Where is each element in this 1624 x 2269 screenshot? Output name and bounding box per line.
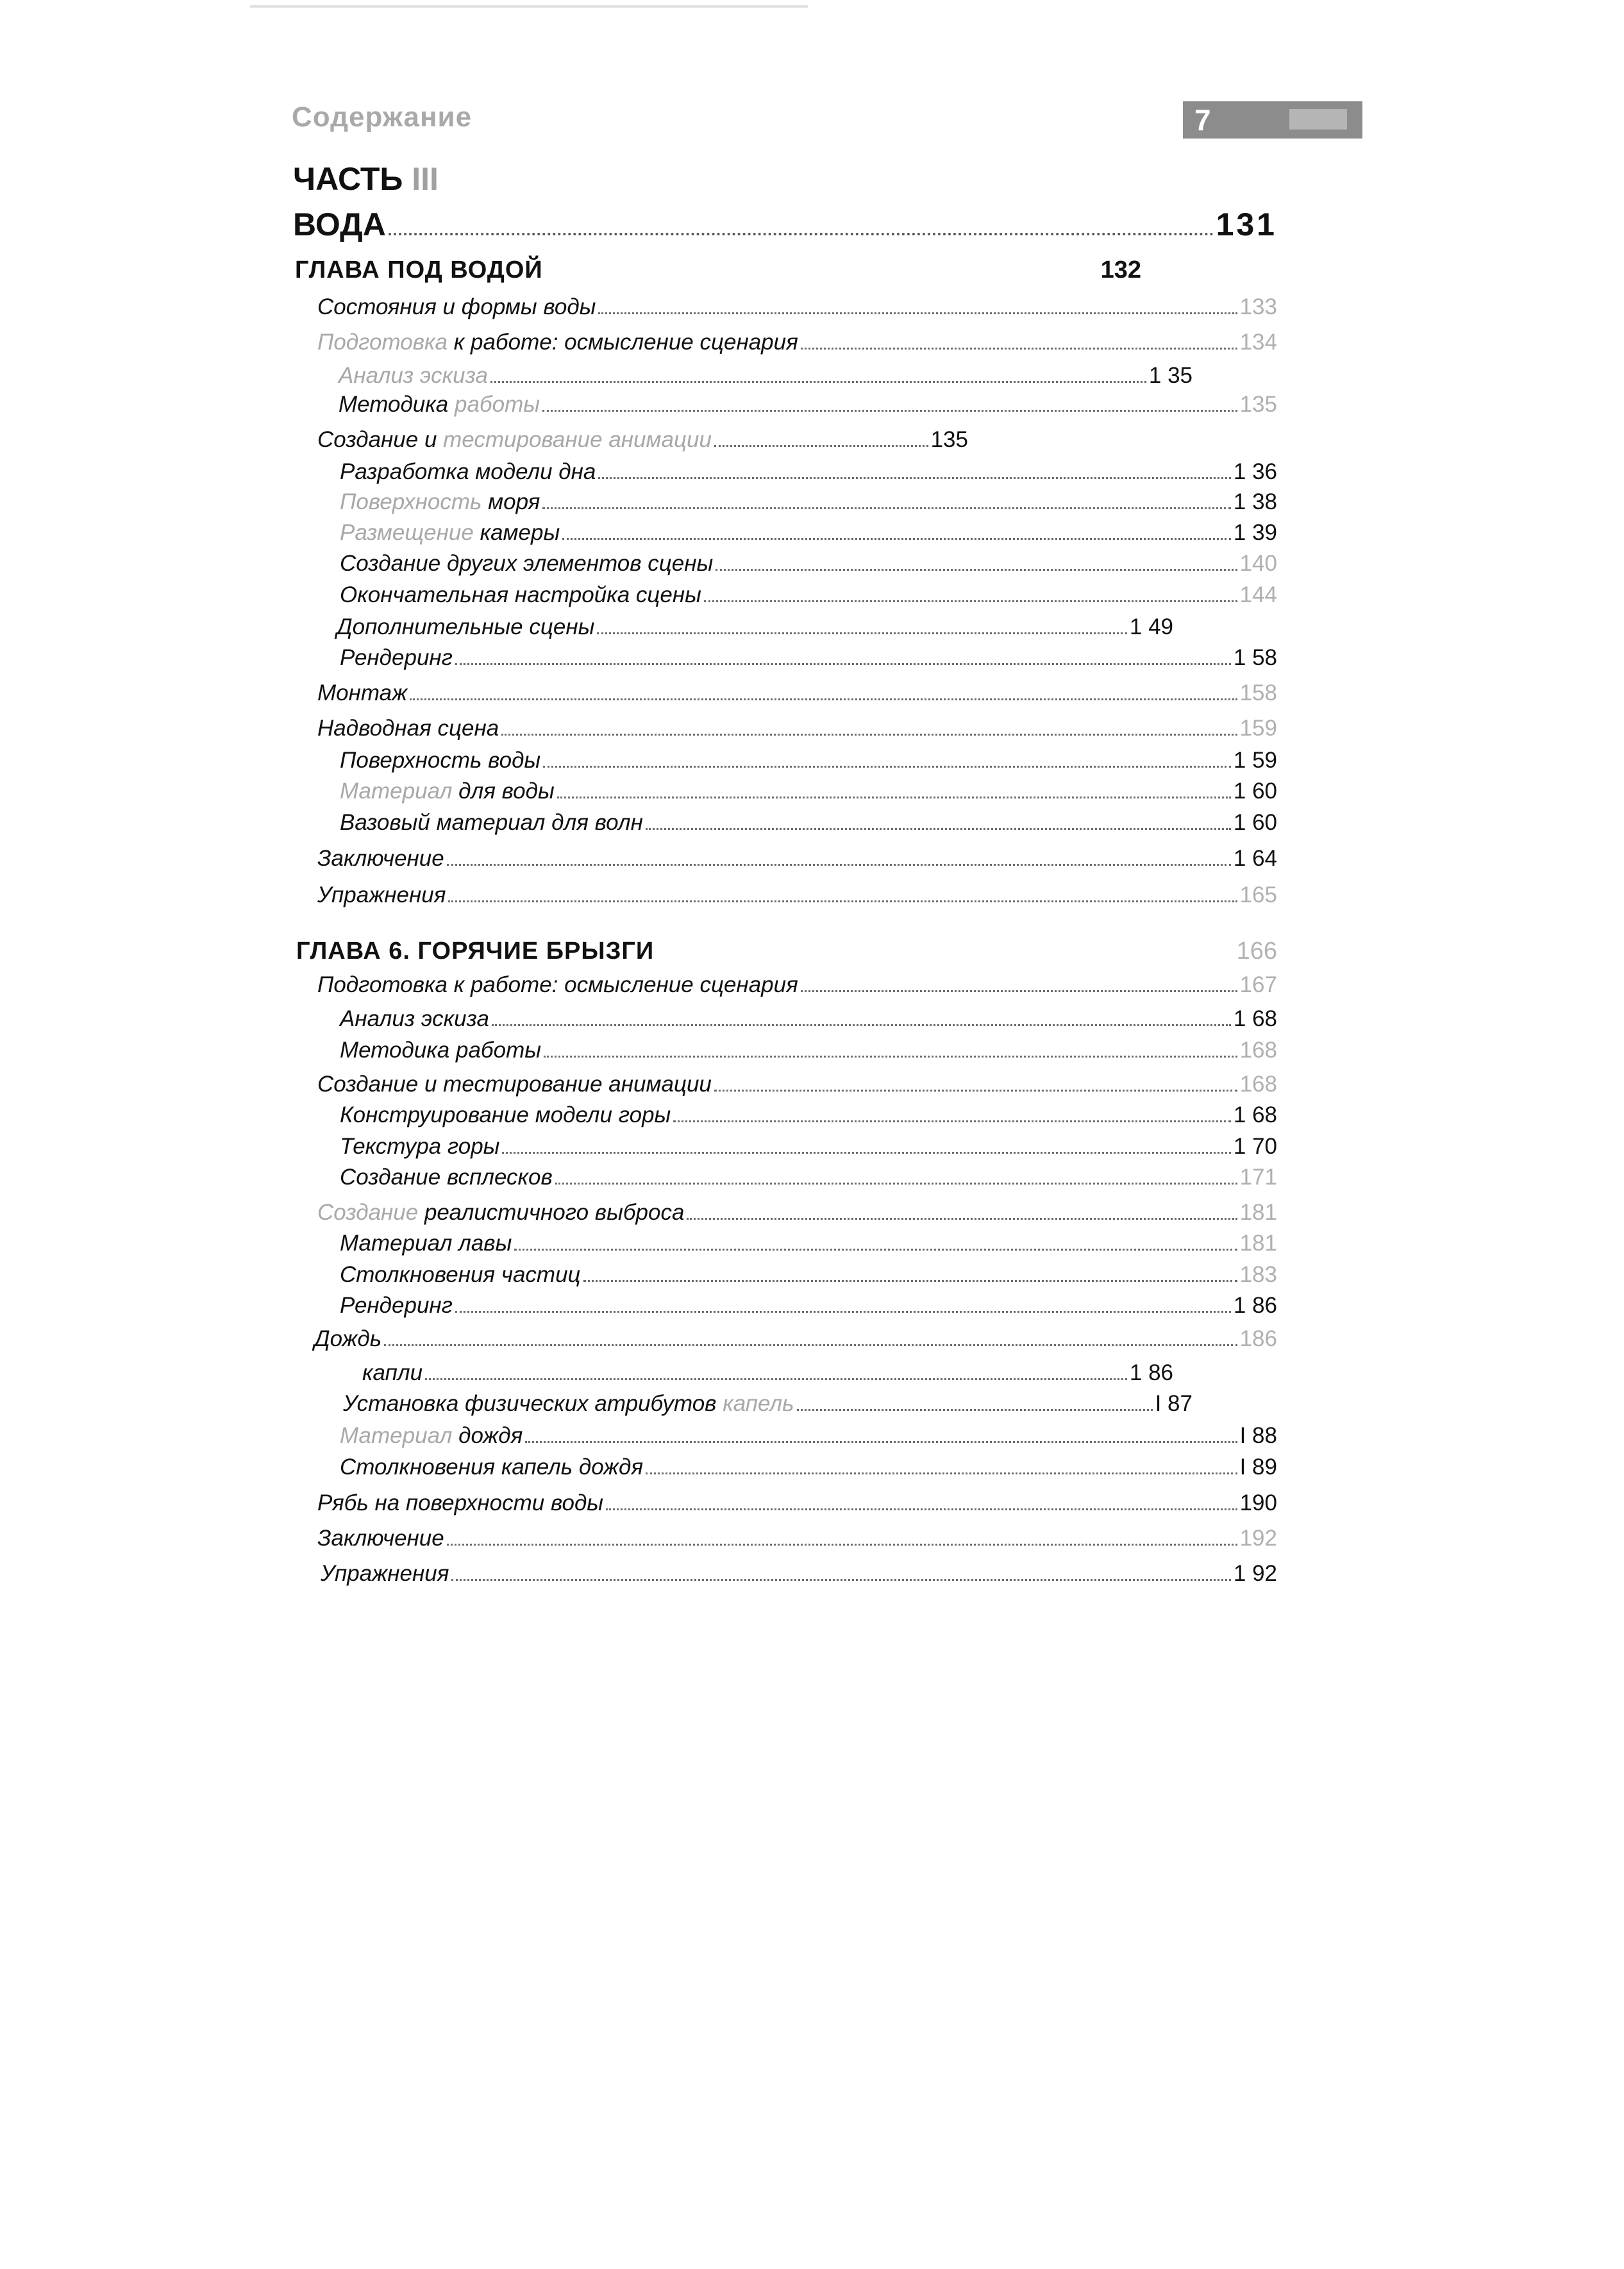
dot-leader <box>542 410 1237 412</box>
toc-entry-page: 1 60 <box>1233 779 1277 804</box>
dot-leader <box>797 1409 1153 1411</box>
toc-entry-text: к работе: осмысление сценария <box>453 330 798 355</box>
toc-entry-title <box>340 1102 671 1128</box>
toc-entry-page: 168 <box>1239 1072 1277 1097</box>
toc-entry-page: 1 38 <box>1233 489 1277 514</box>
toc-entry-page: 168 <box>1239 1038 1277 1063</box>
section-title: Содержание <box>292 101 473 133</box>
toc-entry-title <box>340 1423 523 1449</box>
dot-leader <box>525 1441 1237 1443</box>
toc-entry-text: Рендеринг <box>340 1293 453 1318</box>
toc-entry-text: Создание других элементов сцены <box>340 551 714 576</box>
dot-leader <box>801 990 1237 992</box>
dot-leader <box>714 1090 1237 1092</box>
toc-entry-page: 165 <box>1239 882 1277 907</box>
part-numeral: III <box>412 161 439 197</box>
toc-entry-title <box>317 1526 444 1551</box>
toc-entry-text: Столкновения капель дождя <box>340 1455 644 1480</box>
dot-leader <box>714 445 928 447</box>
chapter-page: 166 <box>1236 938 1277 965</box>
toc-entry-text: Анализ эскиза <box>340 1006 489 1031</box>
toc-entry[interactable] <box>317 1068 1277 1097</box>
toc-entry-page: 1 86 <box>1129 1360 1173 1385</box>
toc-entry-title <box>362 1360 423 1386</box>
toc-entry-title <box>340 748 540 773</box>
toc-entry-title <box>317 882 446 908</box>
toc-entry-text: Подготовка к работе: осмысление сценария <box>317 972 798 997</box>
toc-entry[interactable] <box>314 1322 1277 1352</box>
dot-leader <box>704 600 1237 602</box>
toc-entry[interactable] <box>340 1099 1277 1128</box>
page-header <box>292 96 1362 141</box>
dot-leader <box>543 766 1231 768</box>
chapter-heading[interactable] <box>295 252 1141 284</box>
toc-entry-title <box>343 1391 794 1417</box>
toc-entry-text: дождя <box>458 1423 523 1448</box>
toc-entry[interactable] <box>340 1227 1277 1256</box>
toc-entry-title <box>317 846 444 872</box>
toc-entry-text: Рябь на поверхности воды <box>317 1490 604 1515</box>
toc-entry-page: 1 68 <box>1233 1102 1277 1127</box>
dot-leader <box>384 1344 1237 1346</box>
toc-entry-page: 1 92 <box>1233 1561 1277 1586</box>
toc-entry-title <box>340 1293 453 1319</box>
toc-entry-text: Монтаж <box>317 680 408 705</box>
chapter-title: ГЛАВА 6. ГОРЯЧИЕ БРЫЗГИ <box>296 938 655 965</box>
dot-leader <box>606 1508 1237 1510</box>
toc-entry-text: для воды <box>458 779 555 804</box>
toc-entry-text: Заключение <box>317 1526 444 1551</box>
toc-entry[interactable] <box>340 775 1277 804</box>
toc-entry-page: 1 86 <box>1233 1293 1277 1318</box>
toc-entry-page: 140 <box>1239 551 1277 576</box>
chapter-page: 132 <box>1100 257 1141 283</box>
part-label <box>293 160 439 198</box>
toc-entry-text: камеры <box>480 520 560 545</box>
toc-entry[interactable] <box>317 677 1277 706</box>
toc-entry[interactable] <box>339 388 1277 418</box>
toc-entry-text: Конструирование модели горы <box>340 1102 671 1127</box>
chapter-title: ГЛАВА ПОД ВОДОЙ <box>295 257 543 283</box>
dot-leader <box>687 1218 1237 1220</box>
toc-entry-title <box>340 1231 512 1256</box>
toc-entry[interactable] <box>340 1419 1277 1449</box>
toc-entry-page: I 88 <box>1239 1423 1277 1448</box>
toc-entry-page: 1 64 <box>1233 846 1277 871</box>
dot-leader <box>555 1183 1237 1185</box>
toc-entry-page: 133 <box>1239 294 1277 319</box>
toc-entry-title <box>340 1165 553 1190</box>
toc-entry-page: 1 36 <box>1233 459 1277 484</box>
dot-leader <box>455 663 1231 665</box>
toc-entry-text: Рендеринг <box>340 645 453 670</box>
toc-entry[interactable] <box>343 1387 1193 1417</box>
toc-entry[interactable] <box>362 1356 1173 1386</box>
dot-leader <box>583 1280 1237 1282</box>
toc-entry[interactable] <box>340 1034 1277 1063</box>
dot-leader <box>598 477 1231 479</box>
dot-leader <box>492 1024 1231 1026</box>
toc-entry-faint-text: тестирование анимации <box>443 427 712 452</box>
dot-leader <box>557 797 1231 798</box>
toc-entry-page: 135 <box>930 427 968 452</box>
dot-leader <box>716 569 1237 571</box>
page-number: 7 <box>1194 103 1211 137</box>
toc-entry[interactable] <box>317 423 968 453</box>
toc-entry-title <box>314 1326 381 1352</box>
toc-entry-text: реалистичного выброса <box>424 1200 685 1225</box>
toc-entry-text: Материал лавы <box>340 1231 512 1256</box>
dot-leader <box>501 734 1237 736</box>
toc-entry-faint-text: Создание <box>317 1200 419 1225</box>
toc-entry-title <box>317 330 798 355</box>
toc-entry[interactable] <box>340 1289 1277 1319</box>
toc-entry-text: Вазовый материал для волн <box>340 810 643 835</box>
toc-entry-text: Методика <box>339 392 449 417</box>
dot-leader <box>425 1378 1127 1380</box>
toc-entry[interactable] <box>317 326 1277 355</box>
toc-entry-text: Установка физических атрибутов <box>343 1391 717 1416</box>
dot-leader <box>542 507 1231 509</box>
toc-entry-title <box>339 363 488 389</box>
part-title: ВОДА <box>293 207 386 242</box>
toc-entry-page: 171 <box>1239 1165 1277 1190</box>
toc-entry-title <box>340 645 453 671</box>
toc-entry-text: моря <box>488 489 540 514</box>
toc-entry-page: 181 <box>1239 1200 1277 1225</box>
dot-leader <box>514 1249 1237 1251</box>
toc-entry[interactable] <box>340 455 1277 485</box>
toc-entry-page: 1 60 <box>1233 810 1277 835</box>
toc-entry-page: 1 68 <box>1233 1006 1277 1031</box>
toc-entry-text: Поверхность воды <box>340 748 541 773</box>
toc-entry-title <box>317 1200 684 1226</box>
toc-entry-title <box>321 1561 449 1587</box>
toc-entry-page: 1 58 <box>1233 645 1277 670</box>
toc-entry-title <box>340 1038 541 1063</box>
toc-entry-page: I 89 <box>1239 1455 1277 1480</box>
toc-entry-title <box>317 680 407 706</box>
toc-entry[interactable] <box>317 842 1277 872</box>
dot-leader <box>490 381 1146 383</box>
toc-entry-text: Надводная сцена <box>317 716 499 741</box>
toc-entry-text: Дождь <box>314 1326 382 1351</box>
toc-entry-faint-text: Материал <box>340 1423 453 1448</box>
toc-entry-text: Столкновения частиц <box>340 1262 581 1287</box>
toc-entry[interactable] <box>317 1196 1277 1226</box>
toc-entry-faint-text: капель <box>723 1391 794 1416</box>
toc-entry-title <box>340 810 643 836</box>
toc-entry-text: Состояния и формы воды <box>317 294 596 319</box>
toc-entry-title <box>317 1072 712 1097</box>
toc-entry-text: Упражнения <box>321 1561 449 1586</box>
toc-entry-text: Создание и <box>317 427 437 452</box>
dot-leader <box>562 538 1231 540</box>
dot-leader <box>598 312 1237 314</box>
toc-entry-page: I 87 <box>1155 1391 1193 1416</box>
toc-entry-page: 1 39 <box>1233 520 1277 545</box>
toc-entry[interactable] <box>339 359 1193 389</box>
toc-entry-page: 192 <box>1239 1526 1277 1551</box>
toc-entry-page: 167 <box>1239 972 1277 997</box>
toc-entry-page: 159 <box>1239 716 1277 741</box>
toc-entry-title <box>340 489 540 515</box>
toc-entry-page: 158 <box>1239 680 1277 705</box>
toc-entry-title <box>340 1262 581 1288</box>
toc-entry-page: 134 <box>1239 330 1277 355</box>
toc-entry-text: Разработка модели дна <box>340 459 596 484</box>
toc-entry-title <box>340 551 713 577</box>
toc-entry-title <box>339 392 540 418</box>
dot-leader <box>673 1120 1231 1122</box>
toc-entry-title <box>340 1134 499 1160</box>
toc-entry-text: Заключение <box>317 846 444 871</box>
toc-entry-title <box>317 1490 603 1516</box>
toc-entry-title <box>340 1455 643 1480</box>
dot-leader <box>455 1311 1231 1313</box>
toc-entry[interactable] <box>317 879 1277 908</box>
toc-entry[interactable] <box>317 1487 1277 1516</box>
toc-entry-text: Создание и тестирование анимации <box>317 1072 712 1097</box>
toc-entry-page: 144 <box>1239 582 1277 607</box>
toc-entry-faint-text: Материал <box>340 779 453 804</box>
toc-entry-page: 1 35 <box>1148 363 1193 388</box>
toc-entry-faint-text: Размещение <box>340 520 474 545</box>
dot-leader <box>502 1152 1230 1154</box>
toc-entry[interactable] <box>340 547 1277 577</box>
page-number-box <box>1183 101 1362 139</box>
toc-entry-faint-text: Поверхность <box>340 489 482 514</box>
toc-entry-page: 135 <box>1239 392 1277 417</box>
toc-entry-text: Упражнения <box>317 882 446 907</box>
dot-leader <box>410 698 1237 700</box>
toc-entry[interactable] <box>321 1557 1277 1587</box>
toc-entry-page: 183 <box>1239 1262 1277 1287</box>
toc-entry-faint-text: Анализ эскиза <box>339 363 488 388</box>
toc-entry-page: 1 59 <box>1233 748 1277 773</box>
part-label-text: ЧАСТЬ <box>293 161 403 197</box>
toc-entry-title <box>340 779 555 804</box>
toc-entry[interactable] <box>340 1002 1277 1032</box>
toc-entry-text: капли <box>362 1360 423 1385</box>
toc-entry[interactable] <box>340 578 1277 608</box>
toc-entry-title <box>317 972 798 998</box>
toc-entry-text: Окончательная настройка сцены <box>340 582 701 607</box>
toc-entry-text: Методика работы <box>340 1038 541 1063</box>
chapter-heading[interactable] <box>296 933 1277 965</box>
part-page: 131 <box>1216 207 1277 242</box>
toc-entry-page: 1 49 <box>1129 614 1173 639</box>
toc-entry-title <box>317 716 499 741</box>
toc-entry-title <box>340 520 560 546</box>
toc-entry-page: 181 <box>1239 1231 1277 1256</box>
toc-entry-page: 190 <box>1239 1490 1277 1515</box>
toc-entry-page: 1 70 <box>1233 1134 1277 1159</box>
toc-entry-title <box>340 1006 489 1032</box>
toc-entry-title <box>317 294 596 320</box>
header-ornament <box>1289 109 1347 130</box>
toc-entry[interactable] <box>340 641 1277 671</box>
dot-leader <box>448 900 1237 902</box>
dot-leader <box>447 864 1231 866</box>
toc-entry[interactable] <box>317 291 1277 320</box>
dot-leader <box>389 233 1214 235</box>
toc-entry-text: Текстура горы <box>340 1134 500 1159</box>
dot-leader <box>801 348 1237 350</box>
dot-leader <box>451 1579 1230 1581</box>
toc-entry[interactable] <box>337 611 1173 640</box>
toc-entry-text: Дополнительные сцены <box>337 614 595 639</box>
toc-entry-title <box>337 614 594 640</box>
toc-entry[interactable] <box>340 1258 1277 1288</box>
toc-entry-faint-text: Подготовка <box>317 330 448 355</box>
toc-entry[interactable] <box>340 806 1277 836</box>
toc-entry[interactable] <box>340 1451 1277 1480</box>
toc-entry[interactable] <box>317 968 1277 998</box>
scan-edge <box>250 5 808 8</box>
dot-leader <box>646 828 1231 830</box>
toc-entry-text: Создание всплесков <box>340 1165 553 1190</box>
toc-entry[interactable] <box>340 485 1277 515</box>
toc-entry[interactable] <box>340 744 1277 773</box>
toc-entry-page: 186 <box>1239 1326 1277 1351</box>
toc-entry[interactable] <box>317 712 1277 741</box>
toc-entry-title <box>340 582 701 608</box>
toc-entry[interactable] <box>340 1130 1277 1160</box>
toc-entry[interactable] <box>317 1522 1277 1551</box>
toc-entry[interactable] <box>340 1161 1277 1190</box>
dot-leader <box>646 1472 1237 1474</box>
toc-entry-faint-text: работы <box>455 392 540 417</box>
dot-leader <box>544 1056 1237 1058</box>
part-title-row[interactable] <box>293 202 1277 243</box>
dot-leader <box>447 1544 1237 1546</box>
toc-entry-title <box>340 459 596 485</box>
toc-entry[interactable] <box>340 516 1277 546</box>
toc-entry-title <box>317 427 712 453</box>
dot-leader <box>597 632 1127 634</box>
